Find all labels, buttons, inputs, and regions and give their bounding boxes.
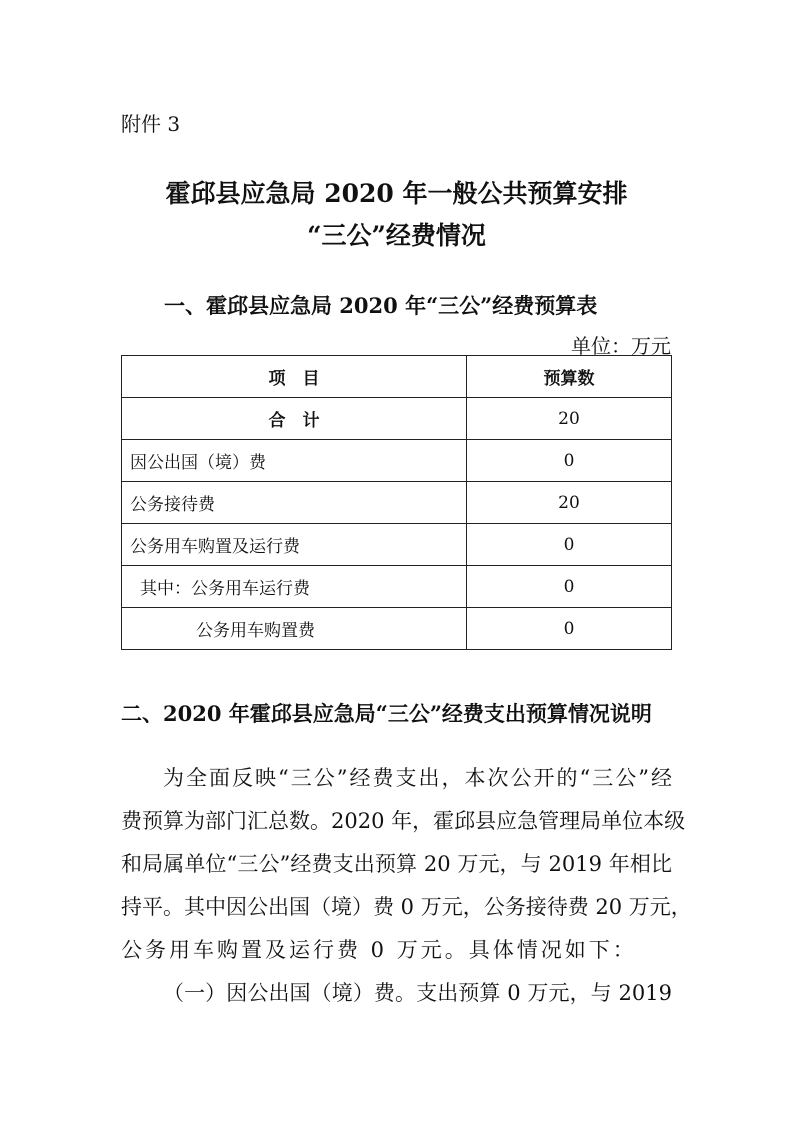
body-line: 持平。其中因公出国（境）费 0 万元，公务接待费 20 万元， bbox=[121, 895, 692, 919]
attachment-label: 附件 3 bbox=[121, 112, 181, 136]
row-value: 0 bbox=[467, 608, 672, 650]
body-line: 公务用车购置及运行费 0 万元。具体情况如下： bbox=[121, 938, 637, 962]
row-value: 0 bbox=[467, 566, 672, 608]
table-row bbox=[122, 524, 672, 566]
body-line: 和局属单位“三公”经费支出预算 20 万元，与 2019 年相比 bbox=[121, 852, 672, 876]
header-budget: 预算数 bbox=[467, 356, 672, 398]
table-row bbox=[122, 608, 672, 650]
table-row bbox=[122, 566, 672, 608]
table-row bbox=[122, 440, 672, 482]
row-value: 20 bbox=[467, 398, 672, 440]
budget-table bbox=[121, 355, 672, 650]
row-item: 公务用车购置费 bbox=[122, 608, 467, 650]
section-1-heading: 一、霍邱县应急局 2020 年“三公”经费预算表 bbox=[164, 293, 598, 318]
table-header-row bbox=[122, 356, 672, 398]
body-line: 为全面反映“三公”经费支出，本次公开的“三公”经 bbox=[163, 766, 672, 790]
table-row bbox=[122, 398, 672, 440]
body-line: 费预算为部门汇总数。2020 年，霍邱县应急管理局单位本级 bbox=[121, 809, 686, 833]
row-item: 公务用车购置及运行费 bbox=[122, 524, 467, 566]
row-item: 公务接待费 bbox=[122, 482, 467, 524]
row-item: 因公出国（境）费 bbox=[122, 440, 467, 482]
table-row bbox=[122, 482, 672, 524]
document-title-line-1: 霍邱县应急局 2020 年一般公共预算安排 bbox=[165, 179, 628, 208]
row-item: 合 计 bbox=[122, 398, 467, 440]
section-2-heading: 二、2020 年霍邱县应急局“三公”经费支出预算情况说明 bbox=[121, 701, 652, 726]
body-line: （一）因公出国（境）费。支出预算 0 万元，与 2019 bbox=[163, 981, 672, 1005]
document-title-line-2: “三公”经费情况 bbox=[307, 221, 486, 250]
row-value: 0 bbox=[467, 440, 672, 482]
header-item: 项 目 bbox=[122, 356, 467, 398]
row-value: 0 bbox=[467, 524, 672, 566]
row-value: 20 bbox=[467, 482, 672, 524]
row-item: 其中：公务用车运行费 bbox=[122, 566, 467, 608]
unit-label: 单位：万元 bbox=[571, 334, 671, 358]
